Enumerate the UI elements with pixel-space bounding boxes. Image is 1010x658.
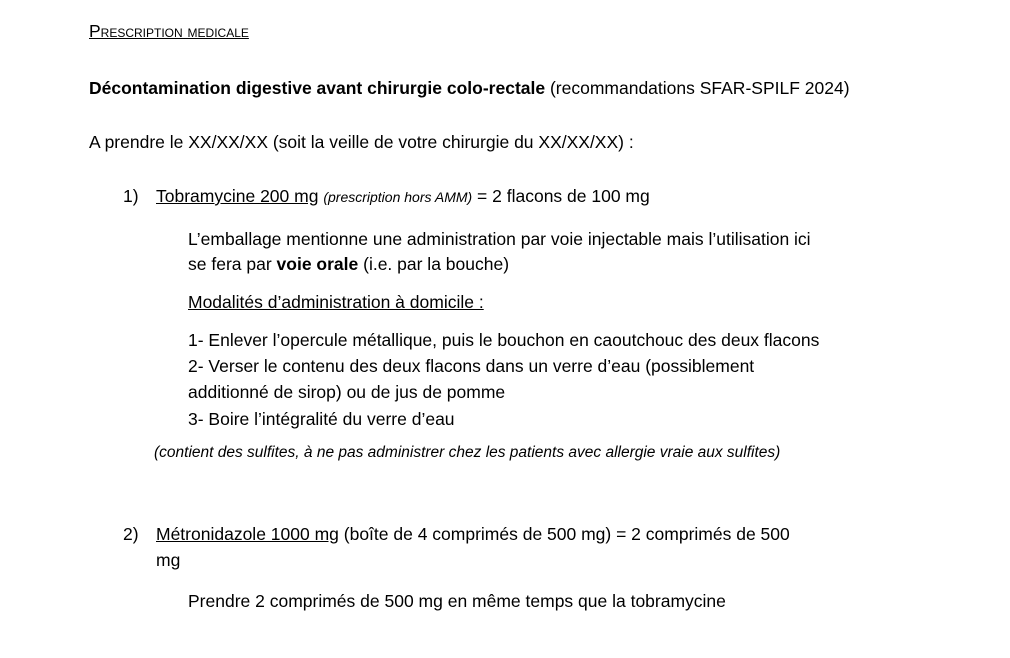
item2-instruction: Prendre 2 comprimés de 500 mg en même temps que la tobramycine	[188, 591, 726, 611]
item2-drug: Métronidazole 1000 mg	[156, 524, 339, 544]
step-1: 1- Enlever l’opercule métallique, puis le bouchon en caoutchouc des deux flacons	[188, 330, 820, 350]
item2-heading-line2: mg	[156, 550, 181, 570]
item1-para-line2: se fera par voie orale (i.e. par la bouche)	[188, 254, 510, 274]
item1-note: (prescription hors AMM)	[323, 189, 473, 205]
item1-drug: Tobramycine 200 mg	[156, 186, 319, 206]
subtitle-rest: (recommandations SFAR-SPILF 2024)	[545, 78, 850, 98]
item2-dose: (boîte de 4 comprimés de 500 mg) = 2 comprimés de 500	[338, 524, 790, 544]
item1-heading	[156, 184, 650, 209]
subtitle	[89, 76, 850, 100]
subtitle-bold: Décontamination digestive avant chirurgie colo-rectale	[89, 78, 546, 98]
item2-heading-line1	[156, 522, 790, 546]
document-title: Prescription medicale	[89, 21, 249, 41]
intro-line: A prendre le XX/XX/XX (soit la veille de votre chirurgie du XX/XX/XX) :	[89, 132, 634, 152]
step-2-line2: additionné de sirop) ou de jus de pomme	[188, 382, 506, 402]
voie-orale: voie orale	[276, 254, 359, 274]
step-3: 3- Boire l’intégralité du verre d’eau	[188, 409, 455, 429]
step-2-line1: 2- Verser le contenu des deux flacons dans un verre d’eau (possiblement	[188, 356, 755, 376]
modalites-title: Modalités d’administration à domicile :	[188, 292, 484, 312]
item2-number: 2)	[123, 524, 139, 544]
sulfite-warning: (contient des sulfites, à ne pas administrer chez les patients avec allergie vraie aux sulfites)	[154, 444, 781, 461]
item1-number: 1)	[123, 186, 139, 206]
item1-para-line1: L’emballage mentionne une administration par voie injectable mais l’utilisation ici	[188, 229, 811, 249]
item1-dose: = 2 flacons de 100 mg	[472, 186, 650, 206]
